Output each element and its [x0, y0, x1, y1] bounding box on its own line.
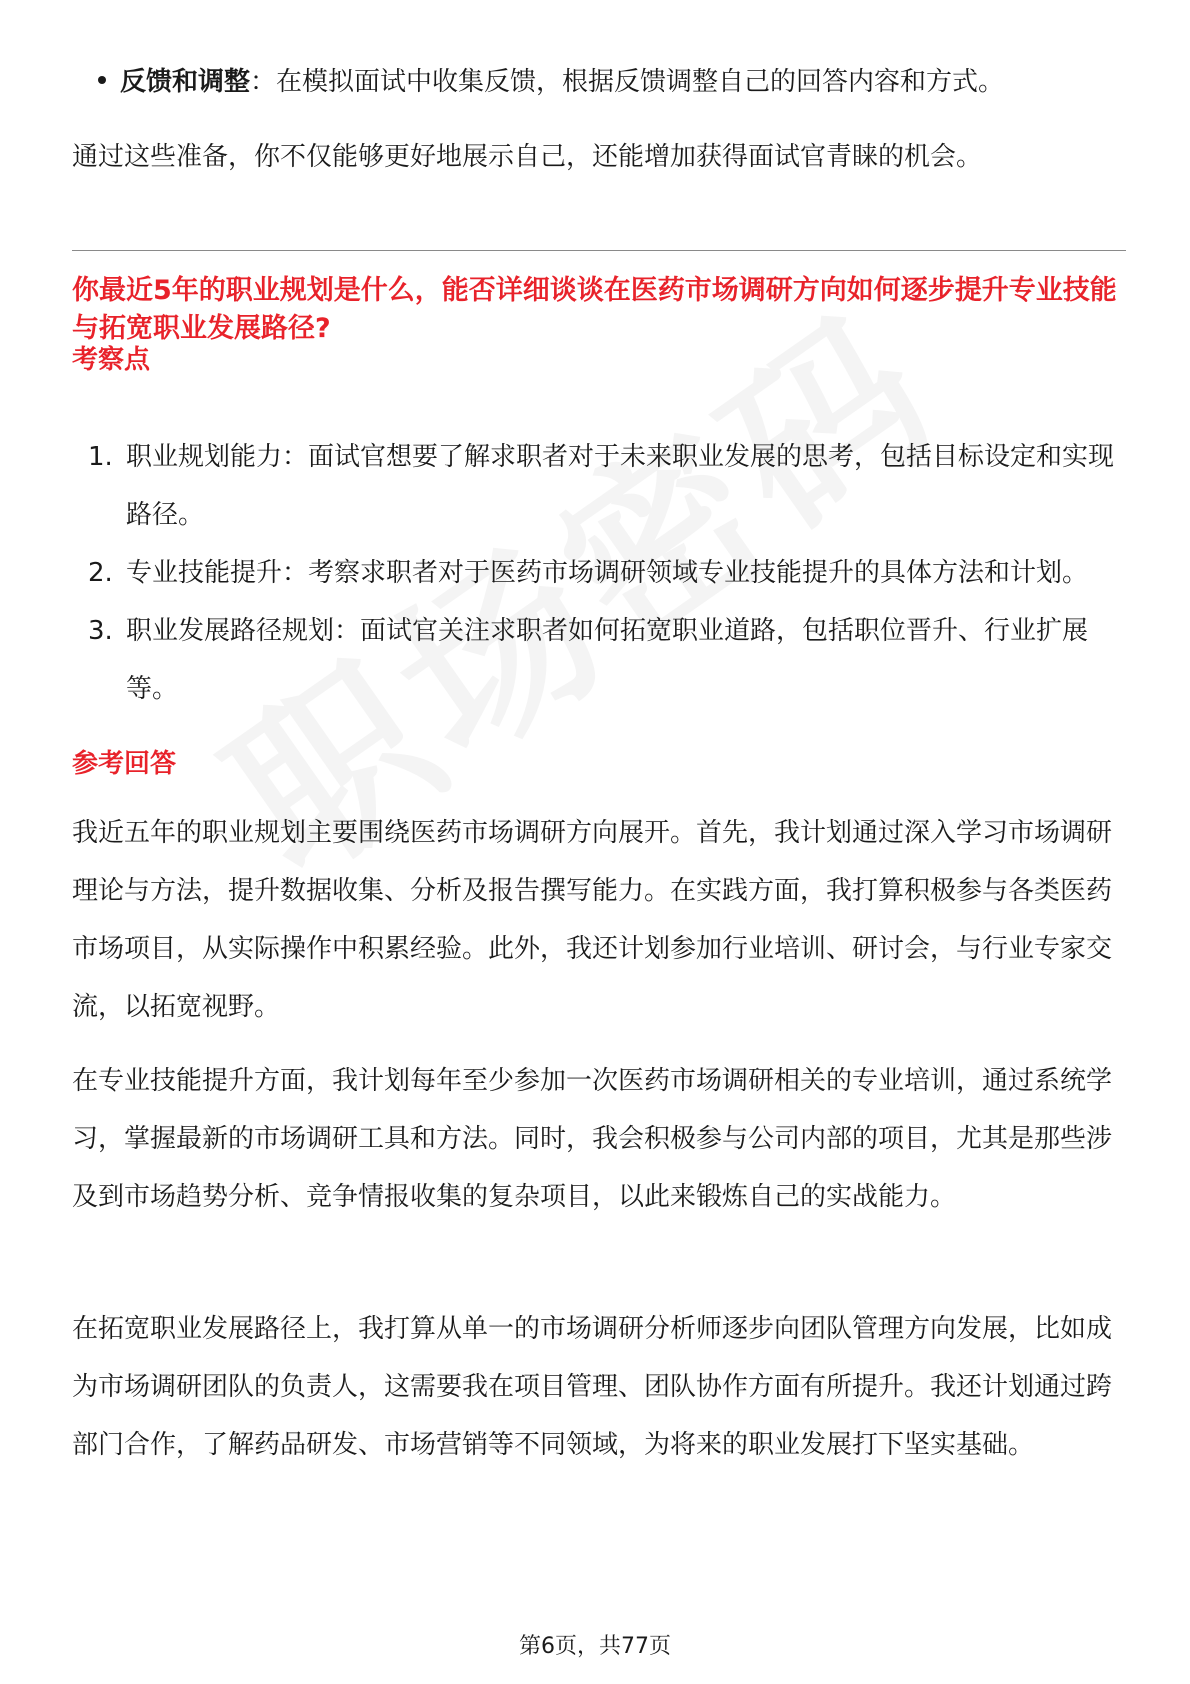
bullet-text: ：在模拟面试中收集反馈，根据反馈调整自己的回答内容和方式。: [250, 67, 1005, 97]
bullet-bold-label: 反馈和调整: [120, 67, 251, 97]
answer-paragraph: 在拓宽职业发展路径上，我打算从单一的市场调研分析师逐步向团队管理方向发展，比如成为市场调研团队的负责人，这需要我在项目管理、团队协作方面有所提升。我还计划通过跨部门合作，了解药品研发、市场营销等不同领域，为将来的职业发展打下坚实基础。: [72, 1314, 1113, 1460]
focus-point-item: [72, 428, 1126, 544]
focus-point-text: 职业发展路径规划：面试官关注求职者如何拓宽职业道路，包括职位晋升、行业扩展等。: [126, 616, 1089, 704]
focus-point-text: 专业技能提升：考察求职者对于医药市场调研领域专业技能提升的具体方法和计划。: [126, 558, 1089, 588]
answer-paragraph: 在专业技能提升方面，我计划每年至少参加一次医药市场调研相关的专业培训，通过系统学习，掌握最新的市场调研工具和方法。同时，我会积极参与公司内部的项目，尤其是那些涉及到市场趋势分析、竞争情报收集的复杂项目，以此来锻炼自己的实战能力。: [72, 1066, 1113, 1212]
interview-question: 你最近5年的职业规划是什么，能否详细谈谈在医药市场调研方向如何逐步提升专业技能与拓宽职业发展路径?: [72, 275, 1117, 344]
section-divider: [72, 250, 1126, 251]
list-number: 2.: [88, 558, 113, 588]
focus-point-item: [72, 602, 1126, 718]
answer-paragraph: 我近五年的职业规划主要围绕医药市场调研方向展开。首先，我计划通过深入学习市场调研理论与方法，提升数据收集、分析及报告撰写能力。在实践方面，我打算积极参与各类医药市场项目，从实际操作中积累经验。此外，我还计划参加行业培训、研讨会，与行业专家交流，以拓宽视野。: [72, 818, 1113, 1022]
list-number: 1.: [88, 442, 113, 472]
answer-section-title: 参考回答: [72, 749, 177, 779]
feedback-bullet: [98, 62, 1004, 102]
list-number: 3.: [88, 616, 113, 646]
focus-point-item: [72, 544, 1126, 602]
focus-section-title: 考察点: [72, 345, 151, 375]
focus-points-list: [72, 428, 1126, 718]
focus-point-text: 职业规划能力：面试官想要了解求职者对于未来职业发展的思考，包括目标设定和实现路径。: [126, 442, 1115, 530]
intro-summary: 通过这些准备，你不仅能够更好地展示自己，还能增加获得面试官青睐的机会。: [72, 142, 983, 172]
page-number: 第6页，共77页: [519, 1634, 671, 1659]
bullet-dot-icon: [98, 76, 106, 84]
